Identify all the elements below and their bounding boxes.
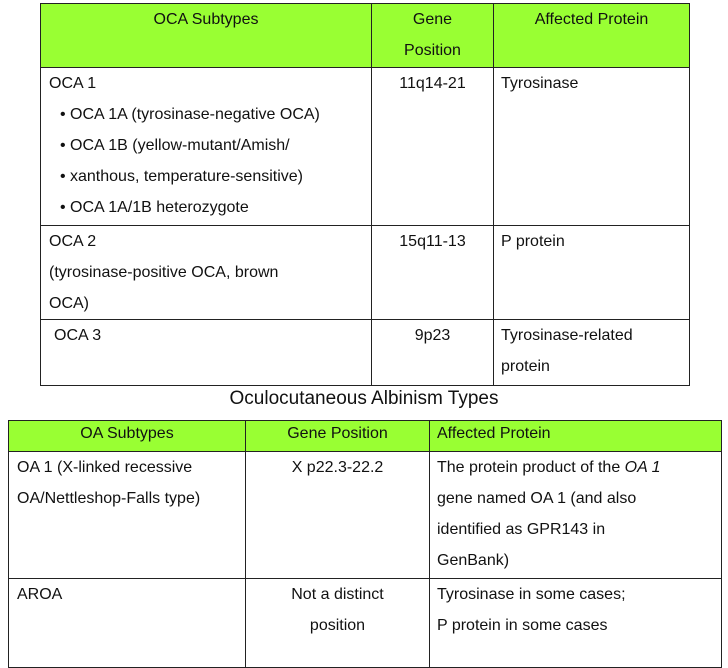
bullet-icon: • <box>60 199 66 216</box>
oa1-subtype-cell: OA 1 (X-linked recessive OA/Nettleshop-Falls type) <box>9 452 246 579</box>
oa1-gene-position: X p22.3-22.2 <box>246 452 430 579</box>
bullet-icon: • <box>60 106 66 123</box>
oca1-subtype-cell <box>41 68 372 226</box>
list-item: • xanthous, temperature-sensitive) <box>49 161 371 192</box>
oa1-protein: The protein product of the OA 1 gene named OA 1 (and also identified as GPR143 in GenBank) <box>430 452 722 579</box>
oa-header-row <box>9 421 722 452</box>
oa-header-subtypes: OA Subtypes <box>9 421 246 452</box>
oca2-protein: P protein <box>494 226 690 320</box>
table-row <box>41 320 690 386</box>
oca-header-subtypes: OCA Subtypes <box>41 4 372 68</box>
aroa-gene-position: Not a distinct position <box>246 579 430 668</box>
table-caption: Oculocutaneous Albinism Types <box>229 388 499 409</box>
oca3-subtype-cell: OCA 3 <box>41 320 372 386</box>
list-item: • OCA 1A (tyrosinase-negative OCA) <box>49 99 371 130</box>
oca1-protein: Tyrosinase <box>494 68 690 226</box>
table-row <box>9 452 722 579</box>
oca-header-row <box>41 4 690 68</box>
list-item: • OCA 1B (yellow-mutant/Amish/ <box>49 130 371 161</box>
oa-table <box>8 420 722 668</box>
table-row <box>41 226 690 320</box>
oca-table <box>40 3 690 386</box>
oca2-subtype-cell: OCA 2 (tyrosinase-positive OCA, brown OCA) <box>41 226 372 320</box>
oa-header-affected-protein: Affected Protein <box>430 421 722 452</box>
oca3-gene-position: 9p23 <box>372 320 494 386</box>
bullet-icon: • <box>60 137 66 154</box>
oa-header-gene-position: Gene Position <box>246 421 430 452</box>
table-row <box>41 68 690 226</box>
oca1-gene-position: 11q14-21 <box>372 68 494 226</box>
aroa-subtype-cell: AROA <box>9 579 246 668</box>
oca-header-affected-protein: Affected Protein <box>494 4 690 68</box>
list-item: • OCA 1A/1B heterozygote <box>49 192 371 223</box>
oca-header-gene-position: Gene Position <box>372 4 494 68</box>
oca2-gene-position: 15q11-13 <box>372 226 494 320</box>
aroa-protein: Tyrosinase in some cases; P protein in some cases <box>430 579 722 668</box>
oca3-protein: Tyrosinase-related protein <box>494 320 690 386</box>
table-row <box>9 579 722 668</box>
oca1-title: OCA 1 <box>49 75 97 92</box>
bullet-icon: • <box>60 168 66 185</box>
